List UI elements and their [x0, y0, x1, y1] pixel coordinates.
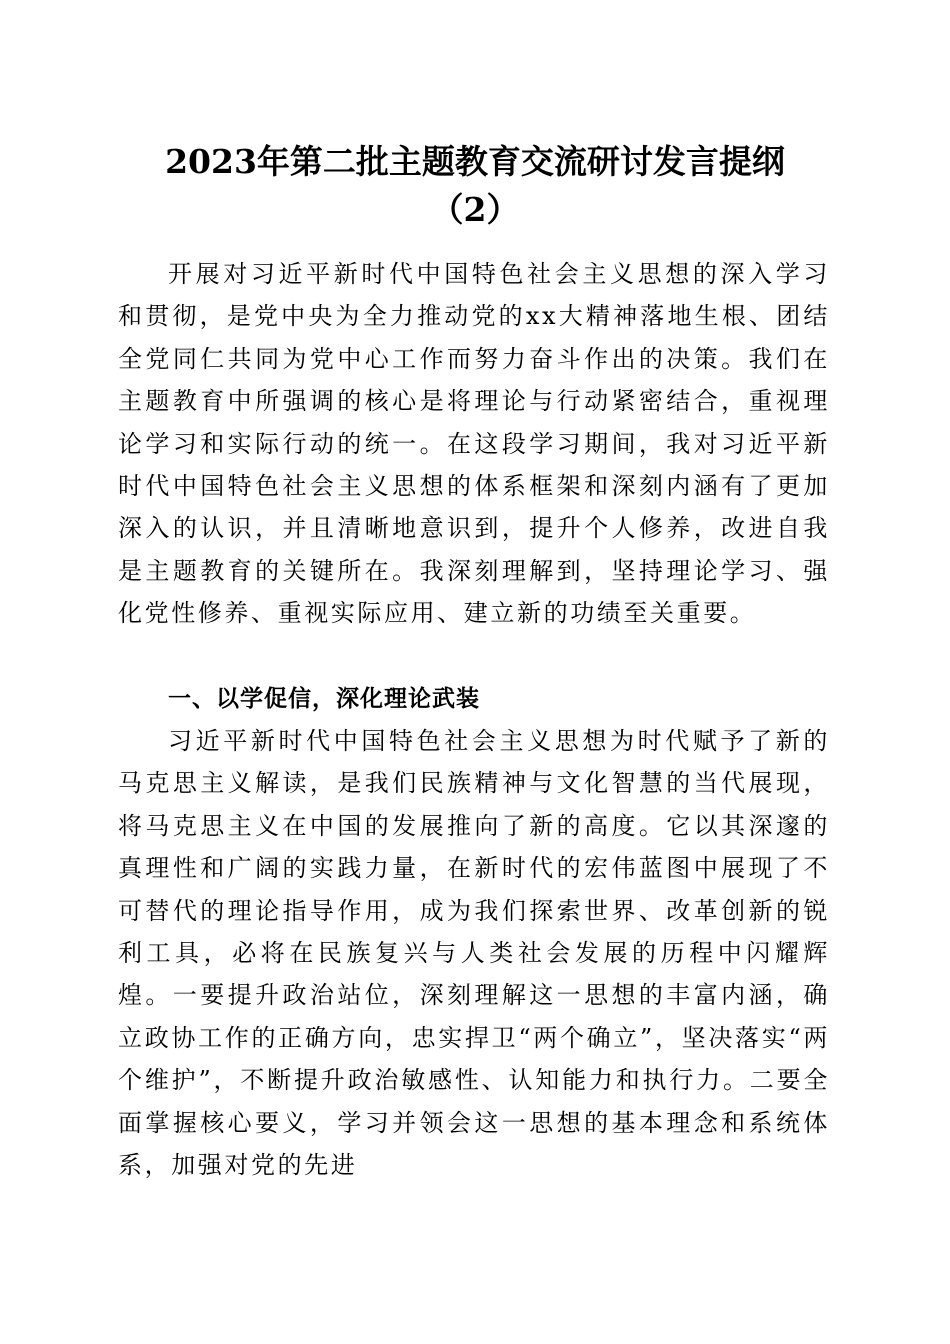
title-line-2: （2）	[430, 190, 520, 229]
paragraph-intro: 开展对习近平新时代中国特色社会主义思想的深入学习和贯彻，是党中央为全力推动党的xx大精神落地生根、团结全党同仁共同为党中心工作而努力奋斗作出的决策。我们在主题教育中所强调的核心是将理论与行动紧密结合，重视理论学习和实际行动的统一。在这段学习期间，我对习近平新时代中国特色社会主义思想的体系框架和深刻内涵有了更加深入的认识，并且清晰地意识到，提升个人修养，改进自我是主题教育的关键所在。我深刻理解到，坚持理论学习、强化党性修养、重视实际应用、建立新的功绩至关重要。	[118, 260, 830, 628]
document-title	[120, 138, 830, 234]
paragraph-section-1: 习近平新时代中国特色社会主义思想为时代赋予了新的马克思主义解读，是我们民族精神与文化智慧的当代展现，将马克思主义在中国的发展推向了新的高度。它以其深邃的真理性和广阔的实践力量，在新时代的宏伟蓝图中展现了不可替代的理论指导作用，成为我们探索世界、改革创新的锐利工具，必将在民族复兴与人类社会发展的历程中闪耀辉煌。一要提升政治站位，深刻理解这一思想的丰富内涵，确立政协工作的正确方向，忠实捍卫“两个确立”，坚决落实“两个维护”，不断提升政治敏感性、认知能力和执行力。二要全面掌握核心要义，学习并领会这一思想的基本理念和系统体系，加强对党的先进	[118, 727, 830, 1180]
section-heading-1: 一、以学促信，深化理论武装	[168, 686, 480, 712]
title-line-1: 2023年第二批主题教育交流研讨发言提纲	[165, 142, 785, 181]
